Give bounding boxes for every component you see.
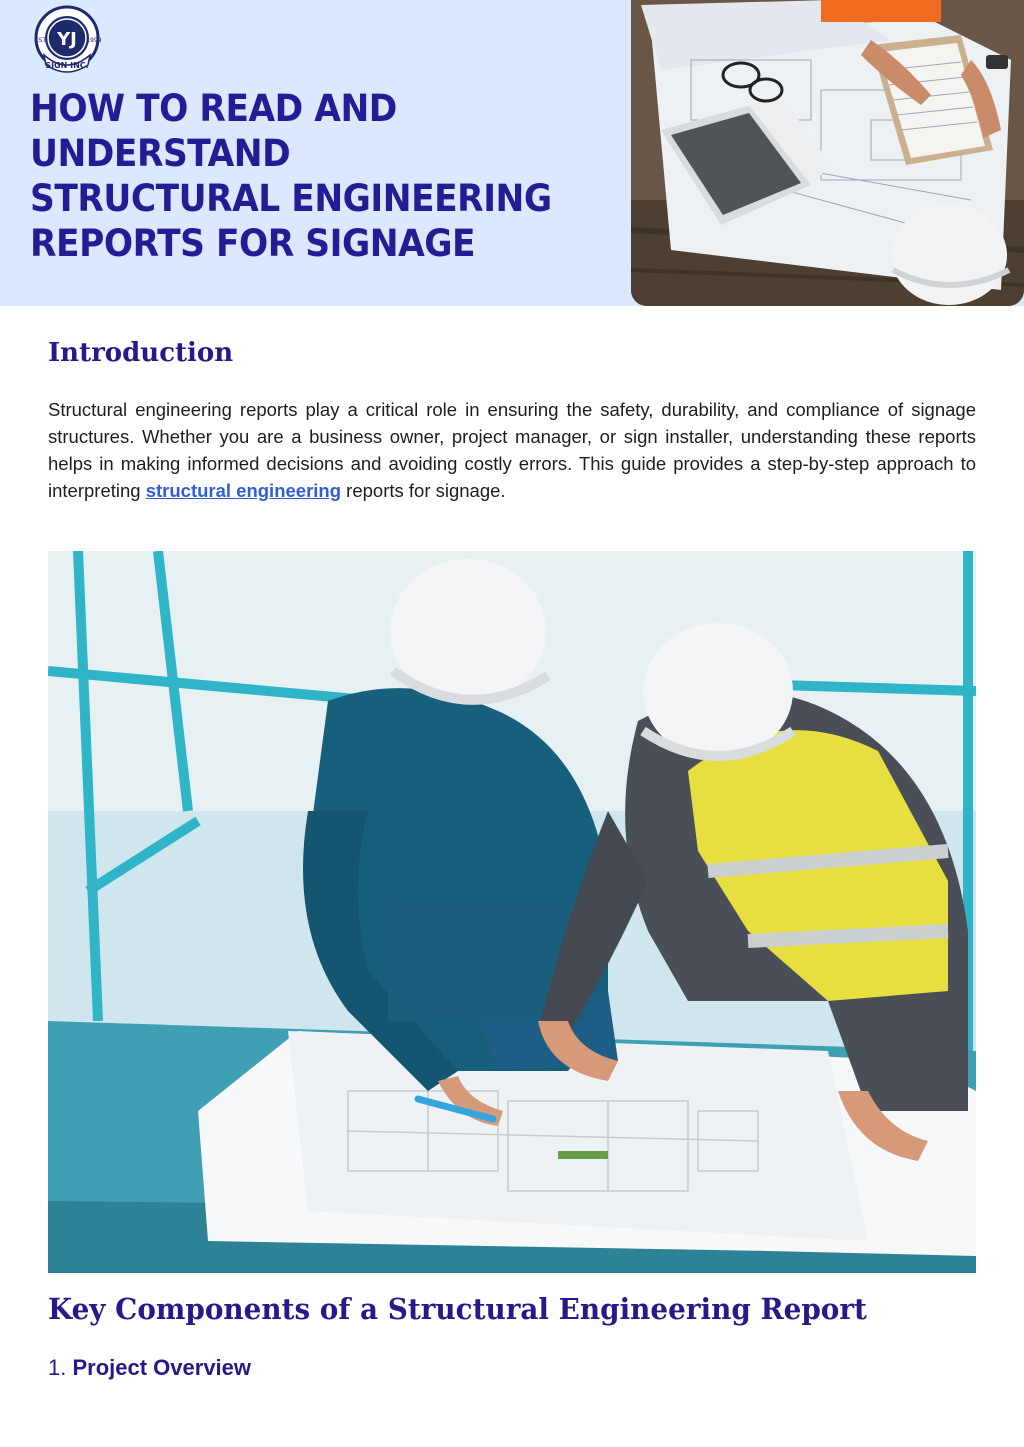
section-heading-key-components: Key Components of a Structural Engineering Report [48, 1292, 867, 1326]
list-item-label: Project Overview [72, 1355, 252, 1380]
structural-engineering-link[interactable]: structural engineering [145, 480, 342, 501]
logo-name: SIGN INC. [45, 61, 89, 70]
title-line: HOW TO READ AND [30, 87, 397, 130]
list-item [48, 1355, 251, 1381]
hero-photo-blueprints-laptop [631, 0, 1024, 306]
introduction-text-end: reports for signage. [341, 480, 506, 501]
logo-est: EST. [34, 37, 48, 44]
introduction-text-start: Structural engineering reports play a critical role in ensuring the safety, durability, and compliance of signage structures. Whether you are a business owner, project manager, or sign installer, understanding these reports helps in making informed decisions and avoiding costly errors. This guide provides a step-by-step approach to interpreting [48, 399, 976, 501]
logo-initials: YJ [57, 29, 77, 50]
page-title [30, 86, 579, 266]
title-line: UNDERSTAND [30, 132, 291, 175]
introduction-paragraph [48, 396, 976, 504]
company-logo[interactable] [30, 5, 104, 73]
list-item-number: 1. [48, 1355, 67, 1380]
title-line: STRUCTURAL ENGINEERING [30, 177, 552, 220]
header-band [0, 0, 1024, 306]
title-line: REPORTS FOR SIGNAGE [30, 222, 476, 265]
main-photo-engineers-reviewing-plans [48, 551, 976, 1273]
logo-year: 1999 [86, 37, 102, 44]
section-heading-introduction: Introduction [48, 338, 234, 368]
